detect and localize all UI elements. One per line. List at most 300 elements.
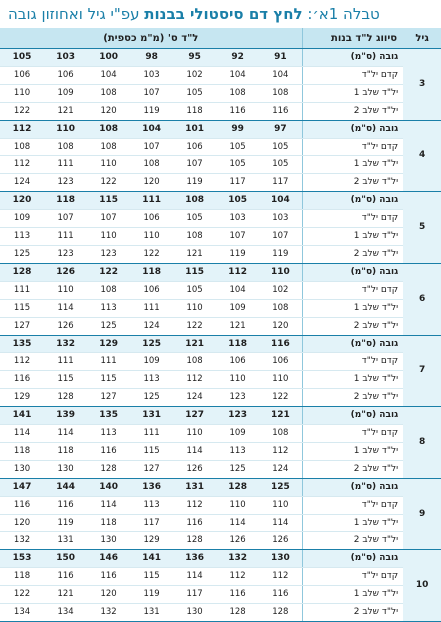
row-label: גובה (ס"מ) bbox=[302, 478, 403, 496]
value-cell: 105 bbox=[173, 281, 216, 299]
value-cell: 130 bbox=[44, 460, 87, 478]
value-cell: 132 bbox=[0, 532, 44, 550]
row-label: יל"ד שלב 1 bbox=[302, 514, 403, 532]
value-cell: 113 bbox=[87, 299, 130, 317]
row-label: יל"ד שלב 2 bbox=[302, 317, 403, 335]
value-cell: 109 bbox=[216, 425, 259, 443]
value-cell: 114 bbox=[0, 425, 44, 443]
value-cell: 108 bbox=[173, 192, 216, 210]
age-cell: 10 bbox=[403, 550, 441, 622]
value-cell: 116 bbox=[216, 586, 259, 604]
value-cell: 104 bbox=[216, 281, 259, 299]
value-cell: 122 bbox=[0, 586, 44, 604]
value-cell: 108 bbox=[87, 138, 130, 156]
table-row bbox=[0, 532, 441, 550]
height-row bbox=[0, 335, 441, 353]
value-cell: 105 bbox=[259, 138, 302, 156]
value-cell: 112 bbox=[216, 568, 259, 586]
value-cell: 118 bbox=[173, 102, 216, 120]
value-cell: 135 bbox=[0, 335, 44, 353]
value-cell: 99 bbox=[216, 120, 259, 138]
value-cell: 130 bbox=[87, 532, 130, 550]
value-cell: 106 bbox=[0, 66, 44, 84]
value-cell: 107 bbox=[44, 210, 87, 228]
value-cell: 103 bbox=[259, 210, 302, 228]
value-cell: 110 bbox=[216, 371, 259, 389]
value-cell: 105 bbox=[173, 84, 216, 102]
row-label: גובה (ס"מ) bbox=[302, 263, 403, 281]
value-cell: 136 bbox=[130, 478, 173, 496]
value-cell: 114 bbox=[173, 442, 216, 460]
value-cell: 140 bbox=[87, 478, 130, 496]
age-cell: 6 bbox=[403, 263, 441, 335]
value-cell: 108 bbox=[216, 84, 259, 102]
value-cell: 122 bbox=[87, 263, 130, 281]
value-cell: 104 bbox=[216, 66, 259, 84]
age-cell: 5 bbox=[403, 192, 441, 264]
value-cell: 120 bbox=[0, 192, 44, 210]
value-cell: 104 bbox=[130, 120, 173, 138]
value-cell: 112 bbox=[0, 353, 44, 371]
row-label: יל"ד שלב 2 bbox=[302, 460, 403, 478]
value-cell: 108 bbox=[87, 120, 130, 138]
table-row bbox=[0, 102, 441, 120]
value-cell: 117 bbox=[216, 174, 259, 192]
value-cell: 132 bbox=[44, 335, 87, 353]
row-label: יל"ד שלב 1 bbox=[302, 299, 403, 317]
value-cell: 111 bbox=[44, 353, 87, 371]
row-label: גובה (ס"מ) bbox=[302, 120, 403, 138]
value-cell: 105 bbox=[216, 156, 259, 174]
height-row bbox=[0, 49, 441, 67]
value-cell: 110 bbox=[259, 496, 302, 514]
age-cell: 3 bbox=[403, 49, 441, 121]
value-cell: 106 bbox=[216, 353, 259, 371]
row-label: יל"ד שלב 1 bbox=[302, 586, 403, 604]
value-cell: 110 bbox=[44, 281, 87, 299]
value-cell: 127 bbox=[87, 389, 130, 407]
value-cell: 124 bbox=[0, 174, 44, 192]
value-cell: 111 bbox=[130, 425, 173, 443]
value-cell: 117 bbox=[130, 514, 173, 532]
value-cell: 108 bbox=[44, 138, 87, 156]
table-row bbox=[0, 586, 441, 604]
title-prefix: טבלה 1א׳: bbox=[302, 5, 380, 23]
value-cell: 111 bbox=[130, 299, 173, 317]
table-row bbox=[0, 496, 441, 514]
value-cell: 132 bbox=[216, 550, 259, 568]
value-cell: 121 bbox=[44, 102, 87, 120]
value-cell: 111 bbox=[130, 192, 173, 210]
value-cell: 106 bbox=[44, 66, 87, 84]
row-label: גובה (ס"מ) bbox=[302, 550, 403, 568]
value-cell: 128 bbox=[259, 604, 302, 622]
table-row bbox=[0, 353, 441, 371]
value-cell: 105 bbox=[173, 210, 216, 228]
value-cell: 128 bbox=[87, 460, 130, 478]
height-row bbox=[0, 550, 441, 568]
value-cell: 109 bbox=[0, 210, 44, 228]
value-cell: 116 bbox=[44, 496, 87, 514]
value-cell: 147 bbox=[0, 478, 44, 496]
value-cell: 126 bbox=[44, 263, 87, 281]
value-cell: 121 bbox=[173, 335, 216, 353]
table-row bbox=[0, 425, 441, 443]
value-cell: 131 bbox=[44, 532, 87, 550]
value-cell: 114 bbox=[87, 496, 130, 514]
value-cell: 120 bbox=[259, 317, 302, 335]
value-cell: 120 bbox=[87, 586, 130, 604]
row-label: קדם יל"ד bbox=[302, 353, 403, 371]
table-row bbox=[0, 174, 441, 192]
value-cell: 110 bbox=[216, 496, 259, 514]
value-cell: 109 bbox=[130, 353, 173, 371]
row-label: יל"ד שלב 2 bbox=[302, 174, 403, 192]
value-cell: 126 bbox=[216, 532, 259, 550]
value-cell: 128 bbox=[173, 532, 216, 550]
value-cell: 115 bbox=[130, 568, 173, 586]
table-row bbox=[0, 568, 441, 586]
table-row bbox=[0, 299, 441, 317]
value-cell: 117 bbox=[259, 174, 302, 192]
value-cell: 126 bbox=[44, 317, 87, 335]
value-cell: 128 bbox=[0, 263, 44, 281]
row-label: יל"ד שלב 2 bbox=[302, 245, 403, 263]
age-cell: 7 bbox=[403, 335, 441, 407]
value-cell: 123 bbox=[87, 245, 130, 263]
row-label: גובה (ס"מ) bbox=[302, 192, 403, 210]
value-cell: 91 bbox=[259, 49, 302, 67]
bp-table bbox=[0, 28, 441, 622]
value-cell: 125 bbox=[130, 335, 173, 353]
value-cell: 141 bbox=[0, 407, 44, 425]
value-cell: 130 bbox=[0, 460, 44, 478]
value-cell: 98 bbox=[130, 49, 173, 67]
value-cell: 119 bbox=[44, 514, 87, 532]
value-cell: 116 bbox=[259, 586, 302, 604]
value-cell: 123 bbox=[216, 407, 259, 425]
value-cell: 129 bbox=[130, 532, 173, 550]
value-cell: 120 bbox=[87, 102, 130, 120]
value-cell: 104 bbox=[259, 192, 302, 210]
row-label: קדם יל"ד bbox=[302, 210, 403, 228]
value-cell: 105 bbox=[216, 138, 259, 156]
value-cell: 110 bbox=[173, 425, 216, 443]
value-cell: 118 bbox=[216, 335, 259, 353]
header-classification: סיווג ל"ד בנות bbox=[302, 28, 403, 49]
value-cell: 107 bbox=[130, 84, 173, 102]
value-cell: 106 bbox=[259, 353, 302, 371]
value-cell: 103 bbox=[130, 66, 173, 84]
value-cell: 113 bbox=[87, 425, 130, 443]
value-cell: 116 bbox=[216, 102, 259, 120]
value-cell: 123 bbox=[216, 389, 259, 407]
value-cell: 115 bbox=[0, 299, 44, 317]
value-cell: 109 bbox=[44, 84, 87, 102]
title-bold: בבנות bbox=[144, 5, 185, 23]
row-label: קדם יל"ד bbox=[302, 138, 403, 156]
table-row bbox=[0, 156, 441, 174]
table-row bbox=[0, 460, 441, 478]
value-cell: 110 bbox=[87, 228, 130, 246]
value-cell: 128 bbox=[216, 604, 259, 622]
value-cell: 141 bbox=[130, 550, 173, 568]
value-cell: 92 bbox=[216, 49, 259, 67]
value-cell: 101 bbox=[173, 120, 216, 138]
value-cell: 131 bbox=[173, 478, 216, 496]
value-cell: 110 bbox=[173, 299, 216, 317]
height-row bbox=[0, 263, 441, 281]
value-cell: 153 bbox=[0, 550, 44, 568]
value-cell: 108 bbox=[259, 84, 302, 102]
value-cell: 104 bbox=[259, 66, 302, 84]
value-cell: 119 bbox=[216, 245, 259, 263]
value-cell: 105 bbox=[259, 156, 302, 174]
value-cell: 108 bbox=[87, 84, 130, 102]
value-cell: 134 bbox=[0, 604, 44, 622]
value-cell: 121 bbox=[259, 407, 302, 425]
value-cell: 128 bbox=[216, 478, 259, 496]
value-cell: 136 bbox=[173, 550, 216, 568]
value-cell: 114 bbox=[173, 568, 216, 586]
table-row bbox=[0, 245, 441, 263]
table-row bbox=[0, 228, 441, 246]
value-cell: 127 bbox=[173, 407, 216, 425]
value-cell: 113 bbox=[130, 496, 173, 514]
value-cell: 115 bbox=[87, 371, 130, 389]
value-cell: 110 bbox=[87, 156, 130, 174]
value-cell: 97 bbox=[259, 120, 302, 138]
value-cell: 131 bbox=[130, 407, 173, 425]
value-cell: 139 bbox=[44, 407, 87, 425]
value-cell: 108 bbox=[0, 138, 44, 156]
height-row bbox=[0, 120, 441, 138]
height-row bbox=[0, 407, 441, 425]
row-label: קדם יל"ד bbox=[302, 568, 403, 586]
value-cell: 129 bbox=[0, 389, 44, 407]
height-row bbox=[0, 192, 441, 210]
value-cell: 108 bbox=[259, 425, 302, 443]
value-cell: 108 bbox=[173, 353, 216, 371]
value-cell: 130 bbox=[259, 550, 302, 568]
value-cell: 126 bbox=[173, 460, 216, 478]
row-label: קדם יל"ד bbox=[302, 281, 403, 299]
value-cell: 121 bbox=[173, 245, 216, 263]
value-cell: 120 bbox=[130, 174, 173, 192]
row-label: יל"ד שלב 1 bbox=[302, 371, 403, 389]
value-cell: 107 bbox=[173, 156, 216, 174]
table-row bbox=[0, 442, 441, 460]
value-cell: 116 bbox=[44, 568, 87, 586]
value-cell: 111 bbox=[87, 353, 130, 371]
value-cell: 102 bbox=[259, 281, 302, 299]
row-label: יל"ד שלב 2 bbox=[302, 532, 403, 550]
value-cell: 118 bbox=[44, 192, 87, 210]
value-cell: 123 bbox=[44, 245, 87, 263]
value-cell: 102 bbox=[173, 66, 216, 84]
value-cell: 106 bbox=[173, 138, 216, 156]
value-cell: 106 bbox=[130, 210, 173, 228]
value-cell: 132 bbox=[87, 604, 130, 622]
value-cell: 115 bbox=[173, 263, 216, 281]
value-cell: 125 bbox=[87, 317, 130, 335]
value-cell: 123 bbox=[44, 174, 87, 192]
value-cell: 120 bbox=[0, 514, 44, 532]
value-cell: 119 bbox=[130, 586, 173, 604]
value-cell: 112 bbox=[0, 156, 44, 174]
table-row bbox=[0, 604, 441, 622]
table-row bbox=[0, 138, 441, 156]
header-age: גיל bbox=[403, 28, 441, 49]
row-label: יל"ד שלב 2 bbox=[302, 102, 403, 120]
table-body bbox=[0, 49, 441, 622]
value-cell: 125 bbox=[130, 389, 173, 407]
value-cell: 110 bbox=[44, 120, 87, 138]
table-row bbox=[0, 514, 441, 532]
row-label: גובה (ס"מ) bbox=[302, 49, 403, 67]
value-cell: 113 bbox=[130, 371, 173, 389]
value-cell: 112 bbox=[173, 371, 216, 389]
value-cell: 112 bbox=[0, 120, 44, 138]
title-part1: לחץ דם סיסטולי bbox=[184, 5, 303, 23]
value-cell: 110 bbox=[0, 84, 44, 102]
value-cell: 130 bbox=[173, 604, 216, 622]
row-label: קדם יל"ד bbox=[302, 425, 403, 443]
table-row bbox=[0, 210, 441, 228]
value-cell: 125 bbox=[216, 460, 259, 478]
value-cell: 131 bbox=[130, 604, 173, 622]
value-cell: 121 bbox=[216, 317, 259, 335]
value-cell: 110 bbox=[130, 228, 173, 246]
row-label: יל"ד שלב 2 bbox=[302, 389, 403, 407]
value-cell: 144 bbox=[44, 478, 87, 496]
value-cell: 104 bbox=[87, 66, 130, 84]
value-cell: 116 bbox=[259, 335, 302, 353]
value-cell: 111 bbox=[0, 281, 44, 299]
value-cell: 109 bbox=[216, 299, 259, 317]
value-cell: 113 bbox=[216, 442, 259, 460]
row-label: יל"ד שלב 2 bbox=[302, 604, 403, 622]
value-cell: 114 bbox=[216, 514, 259, 532]
value-cell: 107 bbox=[130, 138, 173, 156]
value-cell: 116 bbox=[87, 568, 130, 586]
row-label: קדם יל"ד bbox=[302, 496, 403, 514]
value-cell: 122 bbox=[0, 102, 44, 120]
value-cell: 100 bbox=[87, 49, 130, 67]
value-cell: 114 bbox=[44, 425, 87, 443]
value-cell: 117 bbox=[173, 586, 216, 604]
value-cell: 105 bbox=[216, 192, 259, 210]
row-label: יל"ד שלב 1 bbox=[302, 84, 403, 102]
value-cell: 111 bbox=[44, 228, 87, 246]
value-cell: 146 bbox=[87, 550, 130, 568]
value-cell: 124 bbox=[259, 460, 302, 478]
value-cell: 122 bbox=[173, 317, 216, 335]
value-cell: 108 bbox=[87, 281, 130, 299]
value-cell: 118 bbox=[130, 263, 173, 281]
value-cell: 126 bbox=[259, 532, 302, 550]
value-cell: 122 bbox=[259, 389, 302, 407]
value-cell: 127 bbox=[0, 317, 44, 335]
value-cell: 134 bbox=[44, 604, 87, 622]
value-cell: 112 bbox=[216, 263, 259, 281]
value-cell: 119 bbox=[130, 102, 173, 120]
value-cell: 135 bbox=[87, 407, 130, 425]
table-row bbox=[0, 281, 441, 299]
row-label: גובה (ס"מ) bbox=[302, 335, 403, 353]
value-cell: 110 bbox=[259, 371, 302, 389]
value-cell: 103 bbox=[44, 49, 87, 67]
value-cell: 112 bbox=[173, 496, 216, 514]
value-cell: 114 bbox=[44, 299, 87, 317]
value-cell: 112 bbox=[259, 568, 302, 586]
value-cell: 103 bbox=[216, 210, 259, 228]
value-cell: 116 bbox=[173, 514, 216, 532]
value-cell: 119 bbox=[259, 245, 302, 263]
value-cell: 118 bbox=[0, 442, 44, 460]
value-cell: 127 bbox=[130, 460, 173, 478]
height-row bbox=[0, 478, 441, 496]
value-cell: 116 bbox=[0, 496, 44, 514]
title-part2: עפ"י גיל ואחוזון גובה bbox=[8, 5, 145, 23]
value-cell: 115 bbox=[130, 442, 173, 460]
table-row bbox=[0, 317, 441, 335]
value-cell: 118 bbox=[0, 568, 44, 586]
value-cell: 122 bbox=[87, 174, 130, 192]
header-row bbox=[0, 28, 441, 49]
value-cell: 105 bbox=[0, 49, 44, 67]
value-cell: 116 bbox=[259, 102, 302, 120]
value-cell: 110 bbox=[259, 263, 302, 281]
value-cell: 95 bbox=[173, 49, 216, 67]
value-cell: 128 bbox=[44, 389, 87, 407]
value-cell: 125 bbox=[0, 245, 44, 263]
table-row bbox=[0, 66, 441, 84]
row-label: גובה (ס"מ) bbox=[302, 407, 403, 425]
value-cell: 107 bbox=[87, 210, 130, 228]
value-cell: 125 bbox=[259, 478, 302, 496]
value-cell: 107 bbox=[216, 228, 259, 246]
value-cell: 112 bbox=[259, 442, 302, 460]
value-cell: 124 bbox=[130, 317, 173, 335]
value-cell: 115 bbox=[87, 192, 130, 210]
value-cell: 129 bbox=[87, 335, 130, 353]
table-title bbox=[0, 0, 441, 28]
header-bp: ל"ד ס' (מ"מ כספית) bbox=[0, 28, 302, 49]
value-cell: 108 bbox=[259, 299, 302, 317]
table-row bbox=[0, 84, 441, 102]
value-cell: 108 bbox=[130, 156, 173, 174]
value-cell: 122 bbox=[130, 245, 173, 263]
value-cell: 116 bbox=[87, 442, 130, 460]
row-label: קדם יל"ד bbox=[302, 66, 403, 84]
value-cell: 107 bbox=[259, 228, 302, 246]
table-row bbox=[0, 371, 441, 389]
value-cell: 114 bbox=[259, 514, 302, 532]
value-cell: 106 bbox=[130, 281, 173, 299]
value-cell: 118 bbox=[87, 514, 130, 532]
value-cell: 111 bbox=[44, 156, 87, 174]
value-cell: 119 bbox=[173, 174, 216, 192]
table-row bbox=[0, 389, 441, 407]
row-label: יל"ד שלב 1 bbox=[302, 442, 403, 460]
row-label: יל"ד שלב 1 bbox=[302, 156, 403, 174]
row-label: יל"ד שלב 1 bbox=[302, 228, 403, 246]
value-cell: 118 bbox=[44, 442, 87, 460]
age-cell: 9 bbox=[403, 478, 441, 550]
value-cell: 121 bbox=[44, 586, 87, 604]
value-cell: 115 bbox=[44, 371, 87, 389]
